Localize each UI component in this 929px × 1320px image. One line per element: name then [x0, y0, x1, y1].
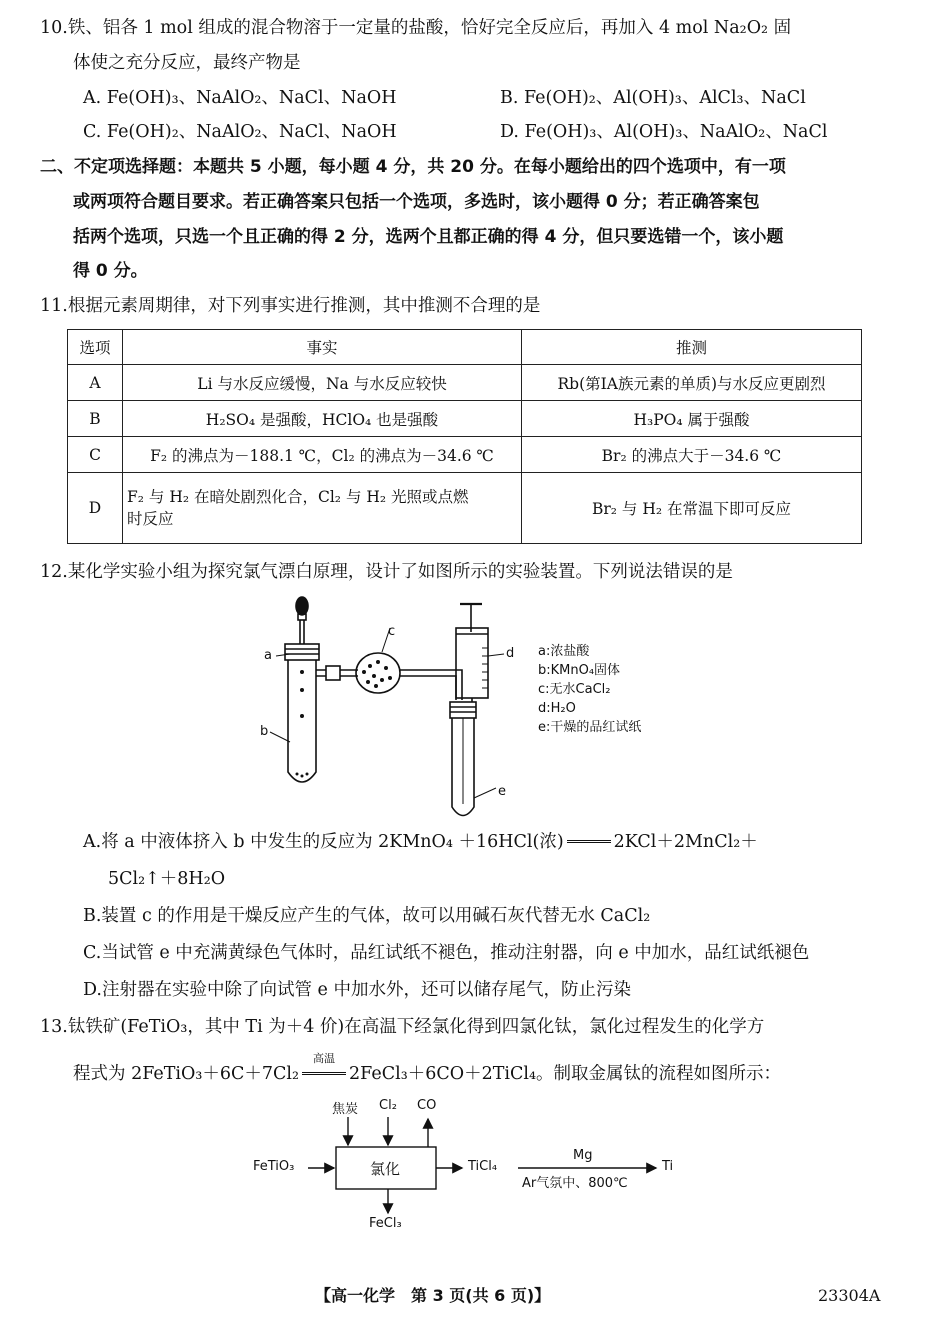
q10-option-b: B. Fe(OH)₂、Al(OH)₃、AlCl₃、NaCl	[500, 88, 806, 108]
q11-table	[67, 329, 862, 544]
row-guess: Br₂ 与 H₂ 在常温下即可反应	[522, 473, 862, 544]
q13-eq-left: 程式为 2FeTiO₃＋6C＋7Cl₂	[73, 1064, 300, 1084]
legend-item: c:无水CaCl₂	[538, 682, 611, 697]
reaction-condition: 高温	[313, 1052, 336, 1065]
row-option: C	[68, 437, 123, 473]
flow-reagent-mg: Mg	[573, 1148, 593, 1163]
header-fact: 事实	[123, 330, 522, 365]
flow-input-fetio3: FeTiO₃	[253, 1159, 295, 1174]
q12-a-right: 2KCl＋2MnCl₂＋	[613, 832, 758, 852]
fig-legend	[538, 642, 641, 737]
q11-stem: 11.根据元素周期律，对下列事实进行推测，其中推测不合理的是	[40, 296, 541, 316]
legend-item: b:KMnO₄固体	[538, 663, 621, 678]
q12-a-left: A.将 a 中液体挤入 b 中发生的反应为 2KMnO₄ ＋16HCl(浓)	[83, 832, 564, 852]
equals-sign	[302, 1072, 346, 1075]
fig-label-b: b	[260, 724, 269, 739]
q12-option-d: D.注射器在实验中除了向试管 e 中加水外，还可以储存尾气，防止污染	[83, 980, 631, 1000]
flow-input-cl2: Cl₂	[379, 1098, 397, 1113]
row-guess: Rb(第ⅠA族元素的单质)与水反应更剧烈	[522, 365, 862, 401]
flow-condition: Ar气氛中、800℃	[522, 1176, 628, 1191]
q10-option-c: C. Fe(OH)₂、NaAlO₂、NaCl、NaOH	[83, 122, 397, 142]
table-header-row	[68, 330, 862, 365]
row-option: B	[68, 401, 123, 437]
q12-option-c: C.当试管 e 中充满黄绿色气体时，品红试纸不褪色，推动注射器，向 e 中加水，品红试纸褪色	[83, 943, 810, 963]
table-row	[68, 473, 862, 544]
q10-stem-line1: 10.铁、铝各 1 mol 组成的混合物溶于一定量的盐酸，恰好完全反应后，再加入 4 mol Na₂O₂ 固	[40, 18, 792, 38]
q13-stem-line2	[73, 1052, 781, 1086]
legend-item: a:浓盐酸	[538, 644, 590, 659]
flow-output-fecl3: FeCl₃	[369, 1216, 402, 1231]
legend-item: d:H₂O	[538, 701, 576, 716]
q10-option-d: D. Fe(OH)₃、Al(OH)₃、NaAlO₂、NaCl	[500, 122, 828, 142]
reaction-arrow	[299, 1052, 349, 1086]
table-row	[68, 401, 862, 437]
q12-option-a-line1	[83, 830, 758, 854]
section2-line1: 二、不定项选择题：本题共 5 小题，每小题 4 分，共 20 分。在每小题给出的四个选项中，有一项	[40, 157, 786, 177]
section2-line3: 括两个选项，只选一个且正确的得 2 分，选两个且都正确的得 4 分，但只要选错一个，该小题	[73, 227, 784, 247]
flow-output-ticl4: TiCl₄	[468, 1159, 498, 1174]
table-row	[68, 365, 862, 401]
row-fact: Li 与水反应缓慢，Na 与水反应较快	[123, 365, 522, 401]
flow-box-chlorination: 氯化	[370, 1160, 401, 1178]
fig-label-d: d	[506, 646, 515, 661]
q12-option-b: B.装置 c 的作用是干燥反应产生的气体，故可以用碱石灰代替无水 CaCl₂	[83, 906, 651, 926]
row-fact: F₂ 的沸点为－188.1 ℃，Cl₂ 的沸点为－34.6 ℃	[123, 437, 522, 473]
flow-input-coke: 焦炭	[332, 1102, 359, 1117]
header-option: 选项	[68, 330, 123, 365]
row-fact: H₂SO₄ 是强酸，HClO₄ 也是强酸	[123, 401, 522, 437]
row-fact-line1: F₂ 与 H₂ 在暗处剧烈化合，Cl₂ 与 H₂ 光照或点燃	[127, 488, 469, 506]
row-guess: Br₂ 的沸点大于－34.6 ℃	[522, 437, 862, 473]
flow-product-ti: Ti	[662, 1159, 674, 1174]
header-guess: 推测	[522, 330, 862, 365]
row-fact-line2: 时反应	[127, 510, 174, 528]
fig-label-a: a	[264, 648, 272, 663]
q12-stem: 12.某化学实验小组为探究氯气漂白原理，设计了如图所示的实验装置。下列说法错误的是	[40, 562, 733, 582]
q10-stem-line2: 体使之充分反应，最终产物是	[73, 53, 301, 73]
q13-stem-line1: 13.钛铁矿(FeTiO₃，其中 Ti 为＋4 价)在高温下经氯化得到四氯化钛，氯化过程发生的化学方	[40, 1017, 765, 1037]
section2-line4: 得 0 分。	[73, 261, 148, 281]
q12-option-a-line2: 5Cl₂↑＋8H₂O	[108, 869, 226, 889]
page-footer: 【高一化学 第 3 页(共 6 页)】	[315, 1286, 551, 1305]
q10-option-a: A. Fe(OH)₃、NaAlO₂、NaCl、NaOH	[83, 88, 397, 108]
legend-item: e:干燥的品红试纸	[538, 720, 642, 735]
fig-label-c: c	[388, 624, 396, 639]
row-option: D	[68, 473, 123, 544]
flow-output-co: CO	[417, 1098, 437, 1113]
paper-code: 23304A	[818, 1286, 881, 1305]
row-guess: H₃PO₄ 属于强酸	[522, 401, 862, 437]
section2-line2: 或两项符合题目要求。若正确答案只包括一个选项，多选时，该小题得 0 分；若正确答案包	[73, 192, 760, 212]
fig-label-e: e	[498, 784, 506, 799]
equals-sign	[567, 840, 611, 843]
row-option: A	[68, 365, 123, 401]
row-fact	[123, 473, 522, 544]
table-row	[68, 437, 862, 473]
q13-eq-right: 2FeCl₃＋6CO＋2TiCl₄。制取金属钛的流程如图所示：	[349, 1064, 781, 1084]
